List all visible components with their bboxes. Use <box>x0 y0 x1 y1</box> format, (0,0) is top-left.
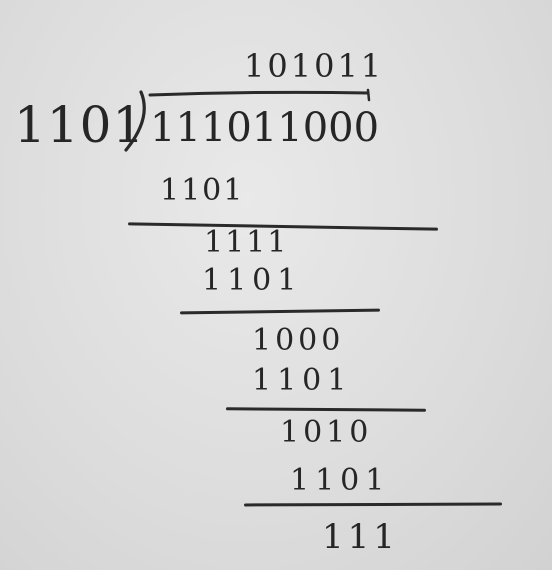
step-2-remainder: 1000 <box>252 323 345 358</box>
divisor: 1101 <box>14 96 146 154</box>
step-2-subtrahend: 1101 <box>202 263 303 298</box>
step-4-remainder: 111 <box>322 517 399 557</box>
step-3-subtrahend: 1101 <box>252 363 353 398</box>
step-1-subtrahend: 1101 <box>160 173 245 208</box>
step-1-remainder: 1111 <box>204 225 289 260</box>
step-4-subtrahend: 1101 <box>290 463 391 498</box>
quotient: 101011 <box>244 47 385 85</box>
dividend: 111011000 <box>150 105 380 151</box>
step-3-remainder: 1010 <box>280 415 373 450</box>
